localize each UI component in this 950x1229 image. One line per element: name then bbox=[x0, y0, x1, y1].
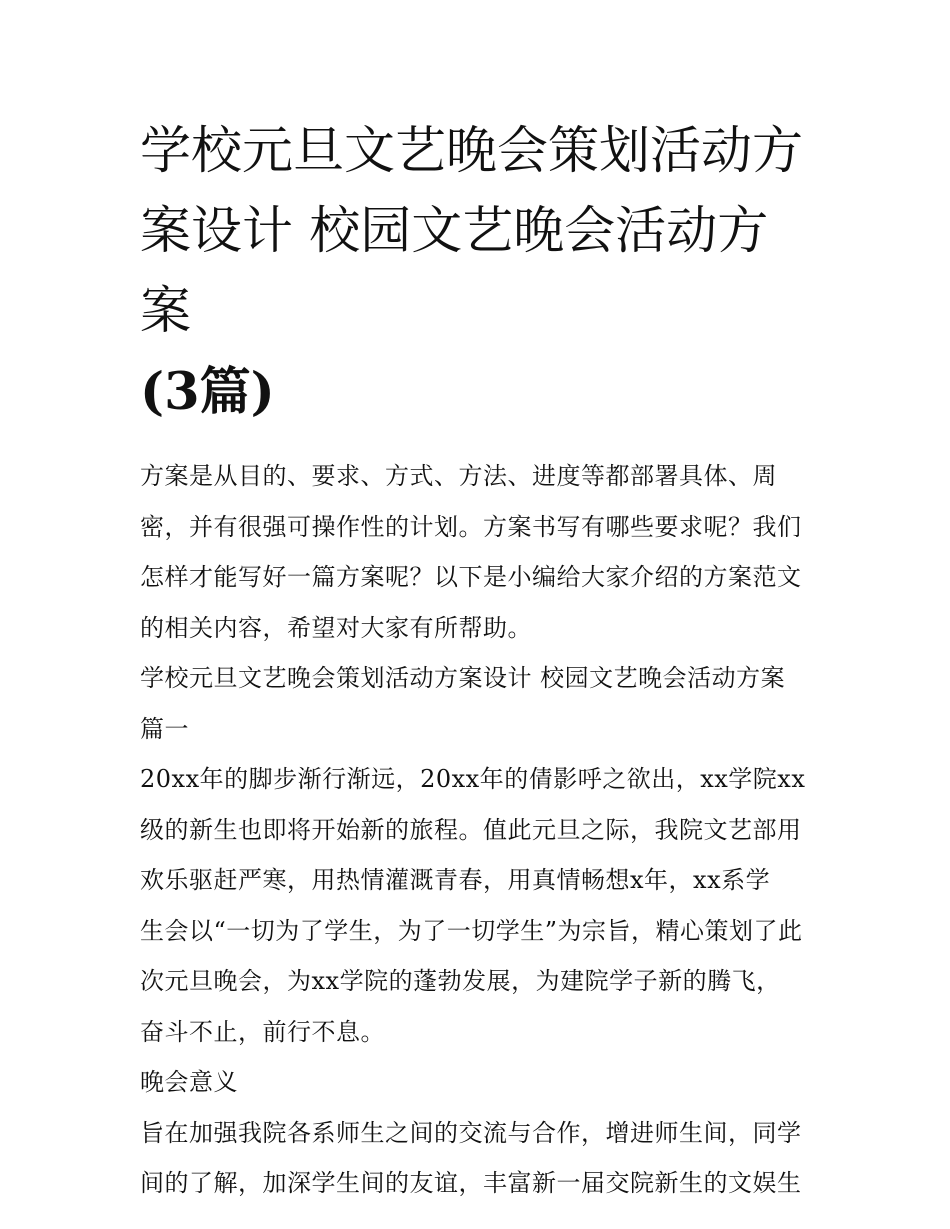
significance-paragraph: 旨在加强我院各系师生之间的交流与合作，增进师生间，同学 间的了解，加深学生间的友谊，丰富新一届交院新生的文娱生 bbox=[140, 1118, 802, 1197]
intro-paragraph: 方案是从目的、要求、方式、方法、进度等都部署具体、周 密，并有很强可操作性的计划。方案书写有哪些要求呢？我们 怎样才能写好一篇方案呢？以下是小编给大家介绍的方案范文 的相关内容，希望对大家有所帮助。 bbox=[140, 462, 802, 642]
document-body bbox=[140, 112, 812, 1209]
section-heading-significance: 晚会意义 bbox=[140, 1068, 238, 1096]
section-heading-part-one: 学校元旦文艺晚会策划活动方案设计 校园文艺晚会活动方案 篇一 bbox=[140, 664, 786, 743]
background-paragraph: 20xx年的脚步渐行渐远，20xx年的倩影呼之欲出，xx学院xx 级的新生也即将开始新的旅程。值此元旦之际，我院文艺部用 欢乐驱赶严寒，用热情灌溉青春，用真情畅想x年，xx系学 生会以“一切为了学生，为了一切学生”为宗旨，精心策划了此 次元旦晚会，为xx学院的蓬勃发展，为建院学子新的腾飞， 奋斗不止，前行不息。 bbox=[140, 765, 806, 1046]
document-title bbox=[140, 112, 812, 433]
title-line-3: (3篇) bbox=[140, 362, 275, 422]
title-line-1: 学校元旦文艺晚会策划活动方 bbox=[140, 122, 804, 181]
title-line-2: 案设计 校园文艺晚会活动方案 bbox=[140, 202, 769, 341]
